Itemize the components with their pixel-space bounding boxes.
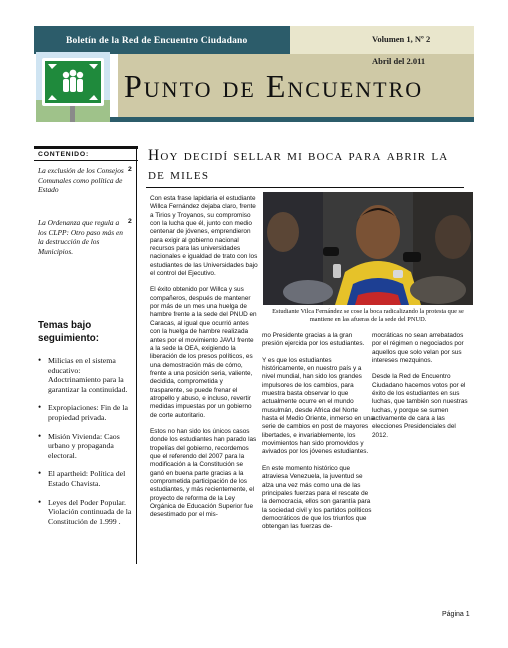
meeting-point-sign-icon [36, 52, 110, 122]
bulletin-banner [34, 26, 290, 54]
protest-photo [263, 192, 473, 305]
article-column-3 [372, 332, 472, 448]
article-paragraph: Y es que los estudiantes históricamente, en nuestro país y a nivel mundial, han sido los grandes impulsores de los cambios, para muestra basta observar lo que actualmente ocurre en el mundo musulmán, desde Africa del Norte hasta el Medio Oriente, inmerso en una serie de cambios en post de mayores libertades, e invariablemente, los movimientos han sido promovidos y avivados por los jóvenes estudiantes. [262, 356, 374, 456]
article-column-1 [150, 195, 258, 528]
topics-list [38, 356, 134, 535]
page-number: Página 1 [442, 611, 470, 618]
headline-rule [146, 187, 464, 188]
article-column-2 [262, 332, 374, 540]
toc-page-number: 2 [128, 166, 132, 173]
sidebar-divider [136, 146, 137, 564]
contents-label: CONTENIDO: [38, 151, 90, 158]
issue-volume: Volumen 1, Nº 2 [372, 34, 431, 44]
article-headline [148, 146, 468, 184]
topic-item: • Expropiaciones: Fin de la propiedad privada. [38, 403, 134, 422]
topic-item: • Milicias en el sistema educativo: Adoctrinamiento para la garantizar la continuidad. [38, 356, 134, 394]
article-paragraph: Desde la Red de Encuentro Ciudadano hacemos votos por el éxito de los estudiantes en sus luchas, que también son nuestras luchas, y porque se sumen activamente de cara a las elecciones Presidenciales del 2012. [372, 373, 468, 439]
article-paragraph: mo Presidente gracias a la gran presión ejercida por los estudiantes. [262, 332, 365, 348]
article-paragraph: En este momento histórico que atraviesa Venezuela, la juventud se alza una vez más como una de las principales fuerzas para el rescate de la democracia, ellos son garantía para la sociedad civil y los partidos políticos democráticos de que los triunfos que obtengan las fuerzas de- [262, 464, 372, 531]
article-headline-text: Hoy decidí sellar mi boca para abrir la de miles [148, 147, 449, 183]
article-paragraph: Con esta frase lapidaria el estudiante Willca Fernández dejaba claro, frente a Tirios y Troyanos, su compromiso con la lucha que él, junto con medio centenar de jóvenes, emprendieron para exigir al gobierno nacional recursos para las universidades nacionales e igualdad de trato con los estudiantes de las Universidades bajo el control del Ejecutivo. [150, 195, 258, 278]
article-paragraph: Estos no han sido los únicos casos donde los estudiantes han parado las tropelías del gobierno, recordemos que el referendo del 2007 para la modificación a la Constitución se ganó en buena parte gracias a la comprometida participación de los estudiantes, y más recientemente, el proyecto de reforma de la Ley Orgánica de Educación Superior fue desestimado por el mis- [150, 427, 257, 519]
toc-item[interactable]: La Ordenanza que regula a los CLPP: Otro paso más en la destrucción de los Municipios. [38, 218, 123, 256]
toc-item[interactable]: La exclusión de los Consejos Comunales como política de Estado [38, 166, 124, 195]
article-paragraph: mocráticas no sean arrebatados por el régimen o negociados por aquellos que solo velan por sus intereses mezquinos. [372, 332, 464, 365]
issue-date: Abril del 2.011 [372, 56, 426, 66]
topic-item: • Leyes del Poder Popular. Violación continuada de la Constitución de 1.999 . [38, 498, 134, 527]
topic-item: • Misión Vivienda: Caos urbano y propaganda electoral. [38, 432, 134, 461]
photo-caption: Estudiante Vilca Fernández se cose la boca radicalizando la protesta que se mantiene en las afueras de la sede del PNUD. [272, 308, 464, 323]
toc-page-number: 2 [128, 218, 132, 225]
article-paragraph: El éxito obtenido por Willca y sus compañeros, después de mantener por más de un mes una huelga de hambre frente a la sede del PNUD en Caracas, al igual que ocurrió antes con la huelga de hambre realizada antes por el movimiento JAVU frente a la sede la OEA, exigiendo la liberación de los presos políticos, es una demostración más de cómo, frente a una posición seria, valiente, decidida, comprometida y trasparente, se puede frenar el atropello y abuso, e incluso, revertir medidas impuestas por un gobierno de corte autoritario. [150, 286, 257, 419]
topics-heading: Temas bajo seguimiento: [38, 320, 99, 344]
bulletin-name: Boletín de la Red de Encuentro Ciudadano [66, 36, 248, 46]
contents-top-rule [34, 146, 138, 149]
contents-rule [34, 160, 138, 161]
newsletter-title-text: Punto de Encuentro [124, 68, 424, 104]
topic-item: • El apartheid: Política del Estado Chavista. [38, 469, 134, 488]
newsletter-title [124, 68, 423, 105]
